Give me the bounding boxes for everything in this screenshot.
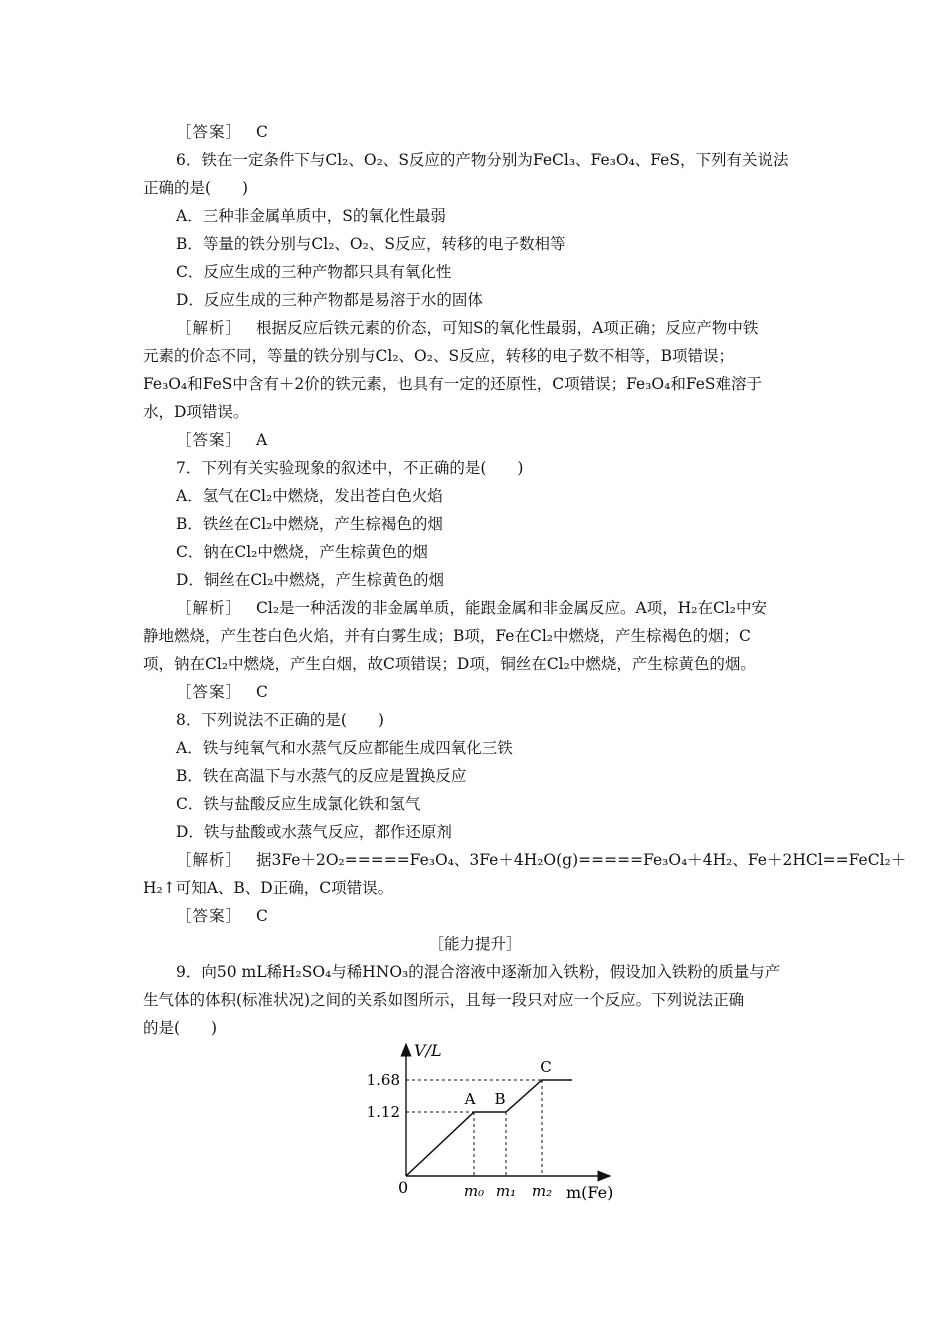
analysis-text: 据3Fe＋2O₂=====Fe₃O₄、3Fe＋4H₂O(g)=====Fe₃O₄＋4H₂、Fe＋2HCl==FeCl₂＋ <box>256 851 907 869</box>
q6-option-d: D．反应生成的三种产物都是易溶于水的固体 <box>176 291 483 309</box>
q6-option-a: A．三种非金属单质中，S的氧化性最弱 <box>176 207 446 225</box>
y-axis-label: V/L <box>414 1041 442 1060</box>
analysis-text: 根据反应后铁元素的价态，可知S的氧化性最弱，A项正确；反应产物中铁 <box>256 319 759 337</box>
q8-analysis-line-2: H₂↑可知A、B、D正确，C项错误。 <box>143 879 394 897</box>
x-tick-label: m₀ <box>463 1182 485 1200</box>
section-title: ［能力提升］ <box>428 935 522 953</box>
origin-label: 0 <box>398 1178 409 1197</box>
q7-answer-line <box>176 682 268 702</box>
series-line <box>406 1080 572 1176</box>
q7-option-b: B．铁丝在Cl₂中燃烧，产生棕褐色的烟 <box>176 515 443 533</box>
q6-stem-line-2: 正确的是( ) <box>143 179 249 197</box>
q7-option-d: D．铜丝在Cl₂中燃烧，产生棕黄色的烟 <box>176 571 444 589</box>
q8-stem: 8．下列说法不正确的是( ) <box>176 711 384 729</box>
q8-answer-line <box>176 906 268 926</box>
x-tick-label: m₂ <box>531 1182 553 1200</box>
answer-tag: ［答案］ <box>176 431 243 449</box>
answer-value: C <box>256 123 268 141</box>
q6-analysis-line-2: 元素的价态不同，等量的铁分别与Cl₂、O₂、S反应，转移的电子数不相等，B项错误； <box>143 347 734 365</box>
q8-option-a: A．铁与纯氧气和水蒸气反应都能生成四氧化三铁 <box>176 739 513 757</box>
y-tick-label: 1.68 <box>366 1071 400 1089</box>
x-tick-label: m₁ <box>495 1182 517 1200</box>
point-label: B <box>494 1090 506 1108</box>
answer-tag: ［答案］ <box>176 907 243 925</box>
q7-analysis-line-2: 静地燃烧，产生苍白色火焰，并有白雾生成；B项，Fe在Cl₂中燃烧，产生棕褐色的烟；C <box>143 627 751 645</box>
q6-analysis-line-1 <box>176 318 758 338</box>
q6-analysis-line-4: 水，D项错误。 <box>143 403 249 421</box>
q6-answer-line <box>176 430 267 450</box>
analysis-tag: ［解析］ <box>176 599 243 617</box>
q8-option-b: B．铁在高温下与水蒸气的反应是置换反应 <box>176 767 467 785</box>
point-label: C <box>540 1058 552 1076</box>
q7-option-c: C．钠在Cl₂中燃烧，产生棕黄色的烟 <box>176 543 428 561</box>
answer-tag: ［答案］ <box>176 683 243 701</box>
q9-stem-line-1: 9．向50 mL稀H₂SO₄与稀HNO₃的混合溶液中逐渐加入铁粉，假设加入铁粉的质量与产 <box>176 963 781 981</box>
q8-option-c: C．铁与盐酸反应生成氯化铁和氢气 <box>176 795 421 813</box>
q8-option-d: D．铁与盐酸或水蒸气反应，都作还原剂 <box>176 823 452 841</box>
q7-analysis-line-3: 项，钠在Cl₂中燃烧，产生白烟，故C项错误；D项，铜丝在Cl₂中燃烧，产生棕黄色的烟。 <box>143 655 756 673</box>
analysis-tag: ［解析］ <box>176 851 243 869</box>
q7-stem: 7．下列有关实验现象的叙述中，不正确的是( ) <box>176 459 524 477</box>
q9-stem-line-3: 的是( ) <box>143 1019 218 1037</box>
point-label: A <box>464 1090 476 1108</box>
q7-analysis-line-1 <box>176 598 767 618</box>
q6-stem-line-1: 6．铁在一定条件下与Cl₂、O₂、S反应的产物分别为FeCl₃、Fe₃O₄、FeS，下列有关说法 <box>176 151 789 169</box>
answer-value: C <box>256 907 268 925</box>
answer-value: A <box>256 431 268 449</box>
q6-option-b: B．等量的铁分别与Cl₂、O₂、S反应，转移的电子数相等 <box>176 235 566 253</box>
q6-analysis-line-3: Fe₃O₄和FeS中含有＋2价的铁元素，也具有一定的还原性，C项错误；Fe₃O₄和FeS难溶于 <box>143 375 763 393</box>
q6-option-c: C．反应生成的三种产物都只具有氧化性 <box>176 263 452 281</box>
q5-answer-line <box>176 122 268 142</box>
q9-stem-line-2: 生气体的体积(标准状况)之间的关系如图所示，且每一段只对应一个反应。下列说法正确 <box>143 991 745 1009</box>
analysis-tag: ［解析］ <box>176 319 243 337</box>
x-axis-label: m(Fe) <box>566 1183 614 1202</box>
y-tick-label: 1.12 <box>366 1103 400 1121</box>
analysis-text: Cl₂是一种活泼的非金属单质，能跟金属和非金属反应。A项，H₂在Cl₂中安 <box>256 599 768 617</box>
answer-value: C <box>256 683 268 701</box>
answer-tag: ［答案］ <box>176 123 243 141</box>
q7-option-a: A．氢气在Cl₂中燃烧，发出苍白色火焰 <box>176 487 443 505</box>
q8-analysis-line-1 <box>176 850 906 870</box>
volume-mass-chart <box>340 1036 640 1216</box>
